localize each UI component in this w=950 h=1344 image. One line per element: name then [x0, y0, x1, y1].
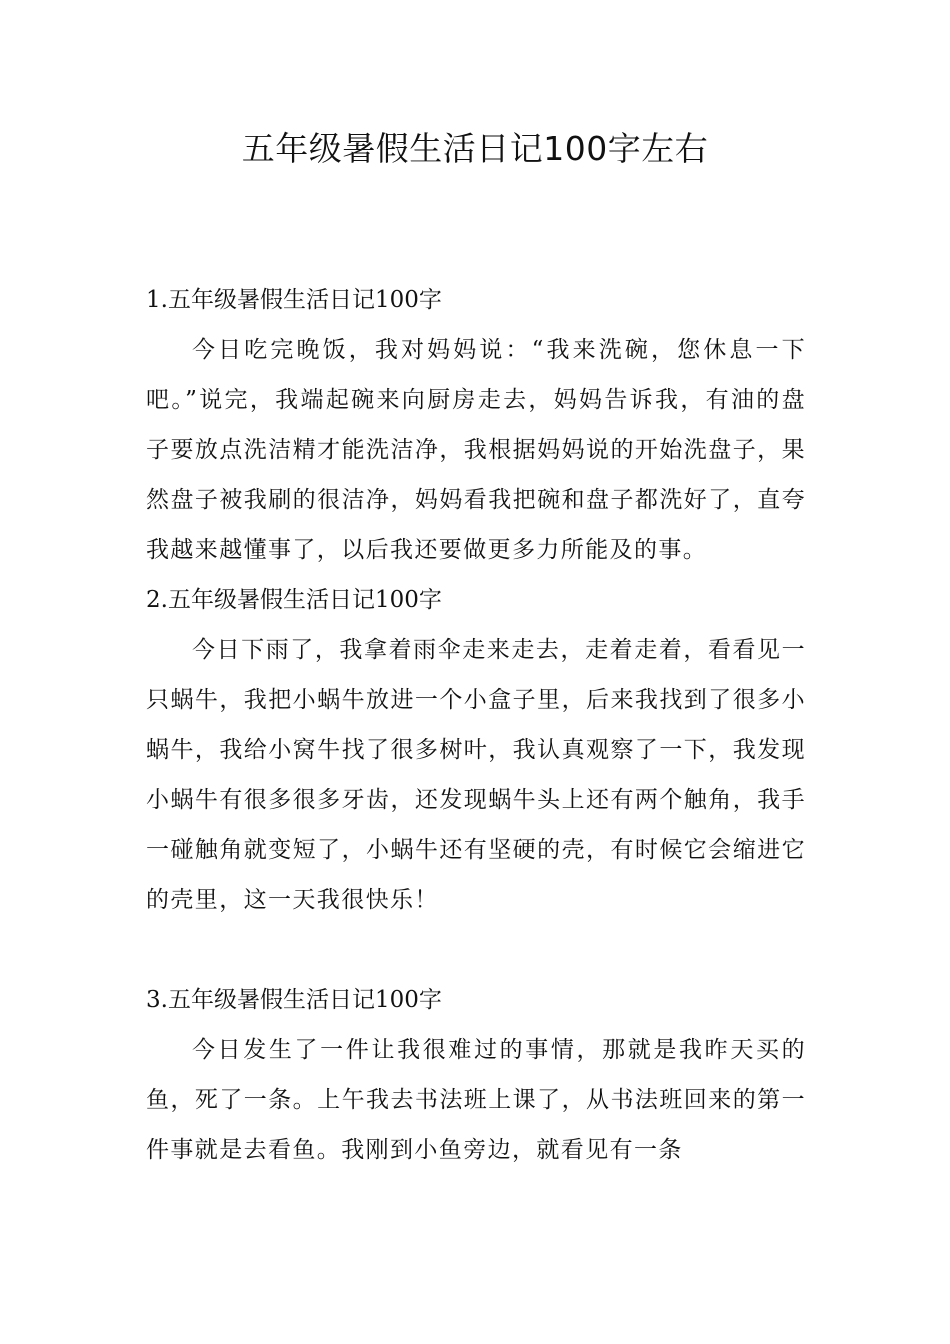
entry-paragraph: 今日吃完晚饭，我对妈妈说：“我来洗碗，您休息一下吧。”说完，我端起碗来向厨房走去，妈妈告诉我，有油的盘子要放点洗洁精才能洗洁净，我根据妈妈说的开始洗盘子，果然盘子被我刷的很洁净，妈妈看我把碗和盘子都洗好了，直夸我越来越懂事了，以后我还要做更多力所能及的事。 [146, 337, 806, 563]
diary-entry-2 [146, 575, 806, 925]
entry-paragraph: 今日下雨了，我拿着雨伞走来走去，走着走着，看看见一只蜗牛，我把小蜗牛放进一个小盒子里，后来我找到了很多小蜗牛，我给小窝牛找了很多树叶，我认真观察了一下，我发现小蜗牛有很多很多牙齿，还发现蜗牛头上还有两个触角，我手一碰触角就变短了，小蜗牛还有坚硬的壳，有时候它会缩进它的壳里，这一天我很快乐！ [146, 637, 806, 913]
section-spacer [146, 925, 806, 975]
document-title: 五年级暑假生活日记100字左右 [241, 129, 709, 168]
entry-paragraph: 今日发生了一件让我很难过的事情，那就是我昨天买的鱼，死了一条。上午我去书法班上课了，从书法班回来的第一件事就是去看鱼。我刚到小鱼旁边，就看见有一条 [146, 1037, 806, 1163]
entry-heading: 1.五年级暑假生活日记100字 [146, 287, 442, 313]
diary-entry-3 [146, 975, 806, 1175]
document-body [146, 275, 806, 1175]
entry-heading: 3.五年级暑假生活日记100字 [146, 987, 442, 1013]
diary-entry-1 [146, 275, 806, 575]
entry-heading: 2.五年级暑假生活日记100字 [146, 587, 442, 613]
